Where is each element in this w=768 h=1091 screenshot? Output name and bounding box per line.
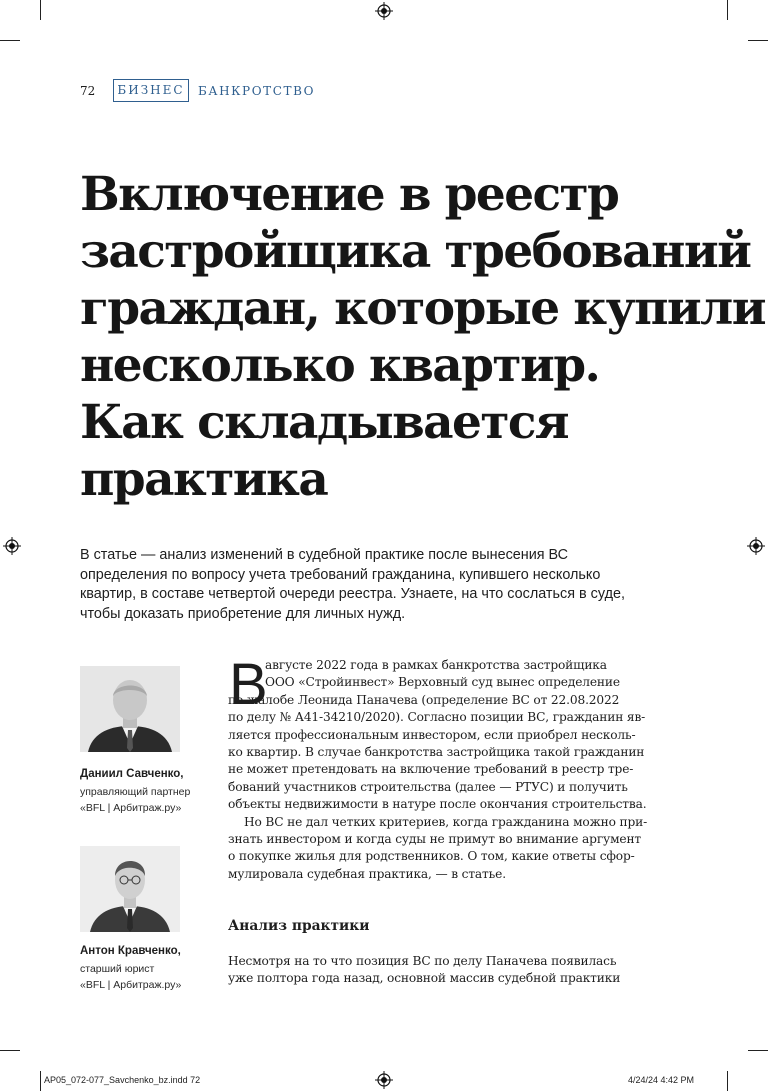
paragraph-line: мулировала судебная практика, — в статье. [228,866,506,881]
article-lead [80,546,692,624]
title-line: Как складывается [80,395,568,450]
paragraph-line: ляется профессиональным инвестором, если приобрел несколь- [228,727,636,742]
crop-mark [727,1071,728,1091]
paragraph-line: августе 2022 года в рамках банкротства застройщика [265,658,607,672]
registration-mark-icon [3,537,21,555]
lead-line: В статье — анализ изменений в судебной практике после вынесения ВС [80,547,569,563]
author-company: «BFL | Арбитраж.ру» [80,802,182,814]
author-name: Даниил Савченко, [80,768,184,780]
author-role: управляющий партнер [80,786,191,798]
crop-mark [40,1071,41,1091]
paragraph-line: о покупке жилья для родственников. О том, какие ответы сфор- [228,849,635,864]
paragraph-line: не может претендовать на включение требований в реестр тре- [228,762,634,777]
paragraph-line: по жалобе Леонида Паначева (определение ВС от 22.08.2022 [228,692,620,707]
crop-mark [748,40,768,41]
registration-mark-icon [375,1071,393,1089]
title-line: Включение в реестр [80,167,619,222]
paragraph-line: уже полтора года назад, основной массив судебной практики [228,971,621,986]
paragraph-line: Несмотря на то что позиция ВС по делу Паначева появилась [228,954,617,968]
page-number: 72 [80,84,96,98]
subrubric-label: БАНКРОТСТВО [198,84,316,98]
paragraph-line: Но ВС не дал четких критериев, когда гражданина можно при- [244,814,648,829]
paragraph-line: объекты недвижимости в натуре после окончания строительства. [228,797,647,812]
paragraph-line: бований участников строительства (далее — РТУС) и получить [228,779,628,794]
lead-line: чтобы доказать приобретение для личных нужд. [80,605,406,622]
crop-mark [727,0,728,20]
registration-mark-icon [375,2,393,20]
crop-mark [0,40,20,41]
lead-line: определения по вопросу учета требований гражданина, купившего несколько [80,566,601,583]
title-line: несколько квартир. [80,338,600,393]
title-line: граждан, которые купили [80,281,765,336]
rubric-label: БИЗНЕС [113,79,189,102]
author-photo [80,846,180,932]
registration-mark-icon [747,537,765,555]
paragraph-line: по делу № А41-34210/2020). Согласно позиции ВС, гражданин яв- [228,710,646,725]
author-company: «BFL | Арбитраж.ру» [80,979,182,991]
title-line: застройщика требований [80,224,751,279]
footer-date-slug: 4/24/24 4:42 PM [628,1075,695,1085]
article-title [80,166,765,508]
paragraph-line: ко квартир. В случае банкротства застройщика такой гражданин [228,745,645,760]
paragraph-line: ООО «Стройинвест» Верховный суд вынес определение [265,675,620,690]
section-heading: Анализ практики [228,918,370,934]
crop-mark [748,1050,768,1051]
crop-mark [40,0,41,20]
paragraph-analysis [228,953,656,988]
author-name: Антон Кравченко, [80,945,181,957]
drop-cap: В [229,652,268,717]
paragraph-intro [228,652,656,883]
lead-line: квартир, в составе четвертой очереди реестра. Узнаете, на что сослаться в суде, [80,586,625,602]
title-line: практика [80,452,328,507]
footer-file-slug: AP05_072-077_Savchenko_bz.indd 72 [44,1075,201,1085]
author-photo [80,666,180,752]
crop-mark [0,1050,20,1051]
paragraph-line: знать инвестором и когда суды не примут во внимание аргумент [228,832,642,847]
author-role: старший юрист [80,963,155,975]
